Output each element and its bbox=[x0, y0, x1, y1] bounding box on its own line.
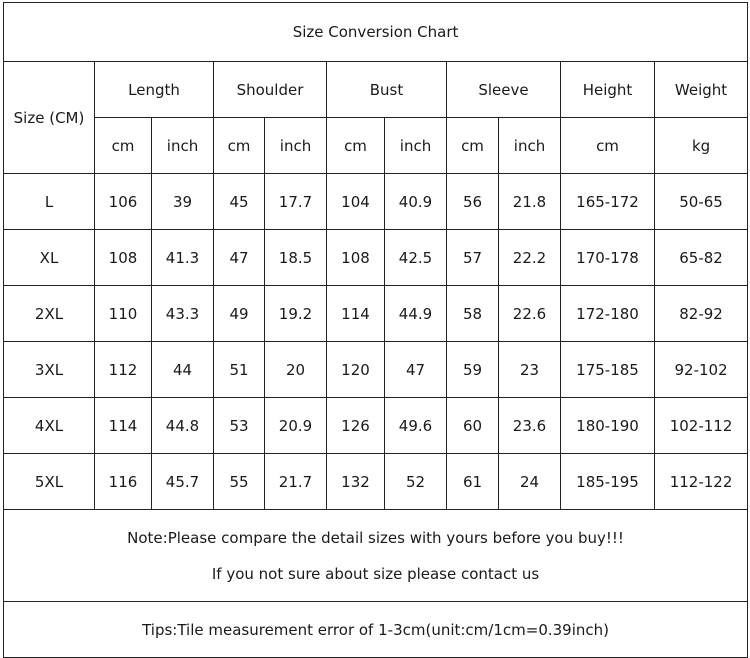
table-cell: 22.2 bbox=[499, 230, 561, 286]
tips-row bbox=[4, 602, 748, 658]
note-row bbox=[4, 510, 748, 602]
tips-cell: Tips:Tile measurement error of 1-3cm(unit:cm/1cm=0.39inch) bbox=[4, 602, 748, 658]
table-cell: 43.3 bbox=[152, 286, 214, 342]
table-cell: 55 bbox=[214, 454, 265, 510]
column-group-header: Length bbox=[95, 62, 214, 118]
size-cell: 3XL bbox=[4, 342, 95, 398]
table-cell: 126 bbox=[327, 398, 385, 454]
table-cell: 21.7 bbox=[265, 454, 327, 510]
table-cell: 108 bbox=[95, 230, 152, 286]
column-group-header: Height bbox=[561, 62, 655, 118]
unit-header: inch bbox=[499, 118, 561, 174]
table-cell: 65-82 bbox=[655, 230, 748, 286]
table-cell: 44.8 bbox=[152, 398, 214, 454]
table-cell: 60 bbox=[447, 398, 499, 454]
table-cell: 51 bbox=[214, 342, 265, 398]
table-cell: 22.6 bbox=[499, 286, 561, 342]
table-cell: 17.7 bbox=[265, 174, 327, 230]
table-cell: 42.5 bbox=[385, 230, 447, 286]
chart-title: Size Conversion Chart bbox=[4, 3, 748, 62]
table-cell: 53 bbox=[214, 398, 265, 454]
unit-header: inch bbox=[385, 118, 447, 174]
title-row bbox=[4, 3, 748, 62]
table-cell: 44.9 bbox=[385, 286, 447, 342]
column-group-header: Sleeve bbox=[447, 62, 561, 118]
table-cell: 112 bbox=[95, 342, 152, 398]
table-cell: 20 bbox=[265, 342, 327, 398]
size-cell: 4XL bbox=[4, 398, 95, 454]
table-cell: 132 bbox=[327, 454, 385, 510]
note-line: Note:Please compare the detail sizes with yours before you buy!!! bbox=[127, 528, 624, 547]
table-cell: 44 bbox=[152, 342, 214, 398]
column-group-header-row bbox=[4, 62, 748, 118]
table-cell: 175-185 bbox=[561, 342, 655, 398]
table-cell: 23 bbox=[499, 342, 561, 398]
size-cell: XL bbox=[4, 230, 95, 286]
table-cell: 108 bbox=[327, 230, 385, 286]
table-cell: 18.5 bbox=[265, 230, 327, 286]
table-cell: 47 bbox=[214, 230, 265, 286]
table-cell: 172-180 bbox=[561, 286, 655, 342]
unit-header: inch bbox=[152, 118, 214, 174]
table-cell: 120 bbox=[327, 342, 385, 398]
size-conversion-table bbox=[3, 2, 748, 658]
table-cell: 49.6 bbox=[385, 398, 447, 454]
table-row bbox=[4, 174, 748, 230]
size-cell: 5XL bbox=[4, 454, 95, 510]
table-cell: 50-65 bbox=[655, 174, 748, 230]
table-cell: 41.3 bbox=[152, 230, 214, 286]
size-cell: 2XL bbox=[4, 286, 95, 342]
unit-header: cm bbox=[214, 118, 265, 174]
unit-header: cm bbox=[95, 118, 152, 174]
table-cell: 39 bbox=[152, 174, 214, 230]
table-cell: 82-92 bbox=[655, 286, 748, 342]
table-cell: 23.6 bbox=[499, 398, 561, 454]
table-cell: 40.9 bbox=[385, 174, 447, 230]
table-cell: 52 bbox=[385, 454, 447, 510]
unit-header: cm bbox=[447, 118, 499, 174]
unit-header: cm bbox=[327, 118, 385, 174]
table-cell: 185-195 bbox=[561, 454, 655, 510]
table-cell: 92-102 bbox=[655, 342, 748, 398]
table-row bbox=[4, 230, 748, 286]
table-cell: 58 bbox=[447, 286, 499, 342]
note-cell bbox=[4, 510, 748, 602]
unit-header: cm bbox=[561, 118, 655, 174]
table-cell: 24 bbox=[499, 454, 561, 510]
table-cell: 110 bbox=[95, 286, 152, 342]
table-cell: 19.2 bbox=[265, 286, 327, 342]
table-body bbox=[4, 3, 748, 658]
table-cell: 21.8 bbox=[499, 174, 561, 230]
table-cell: 116 bbox=[95, 454, 152, 510]
table-cell: 102-112 bbox=[655, 398, 748, 454]
table-row bbox=[4, 398, 748, 454]
column-group-header: Weight bbox=[655, 62, 748, 118]
size-column-header: Size (CM) bbox=[4, 62, 95, 174]
column-group-header: Shoulder bbox=[214, 62, 327, 118]
note-line: If you not sure about size please contact us bbox=[211, 564, 540, 583]
table-cell: 47 bbox=[385, 342, 447, 398]
size-cell: L bbox=[4, 174, 95, 230]
table-row bbox=[4, 286, 748, 342]
table-cell: 104 bbox=[327, 174, 385, 230]
table-cell: 112-122 bbox=[655, 454, 748, 510]
table-row bbox=[4, 342, 748, 398]
table-cell: 56 bbox=[447, 174, 499, 230]
unit-header: kg bbox=[655, 118, 748, 174]
table-cell: 165-172 bbox=[561, 174, 655, 230]
table-row bbox=[4, 454, 748, 510]
table-cell: 106 bbox=[95, 174, 152, 230]
unit-header: inch bbox=[265, 118, 327, 174]
table-cell: 20.9 bbox=[265, 398, 327, 454]
table-cell: 114 bbox=[327, 286, 385, 342]
table-cell: 45.7 bbox=[152, 454, 214, 510]
table-cell: 61 bbox=[447, 454, 499, 510]
table-cell: 114 bbox=[95, 398, 152, 454]
table-cell: 170-178 bbox=[561, 230, 655, 286]
table-cell: 45 bbox=[214, 174, 265, 230]
table-cell: 49 bbox=[214, 286, 265, 342]
table-cell: 57 bbox=[447, 230, 499, 286]
table-cell: 59 bbox=[447, 342, 499, 398]
table-cell: 180-190 bbox=[561, 398, 655, 454]
column-group-header: Bust bbox=[327, 62, 447, 118]
unit-header-row bbox=[4, 118, 748, 174]
